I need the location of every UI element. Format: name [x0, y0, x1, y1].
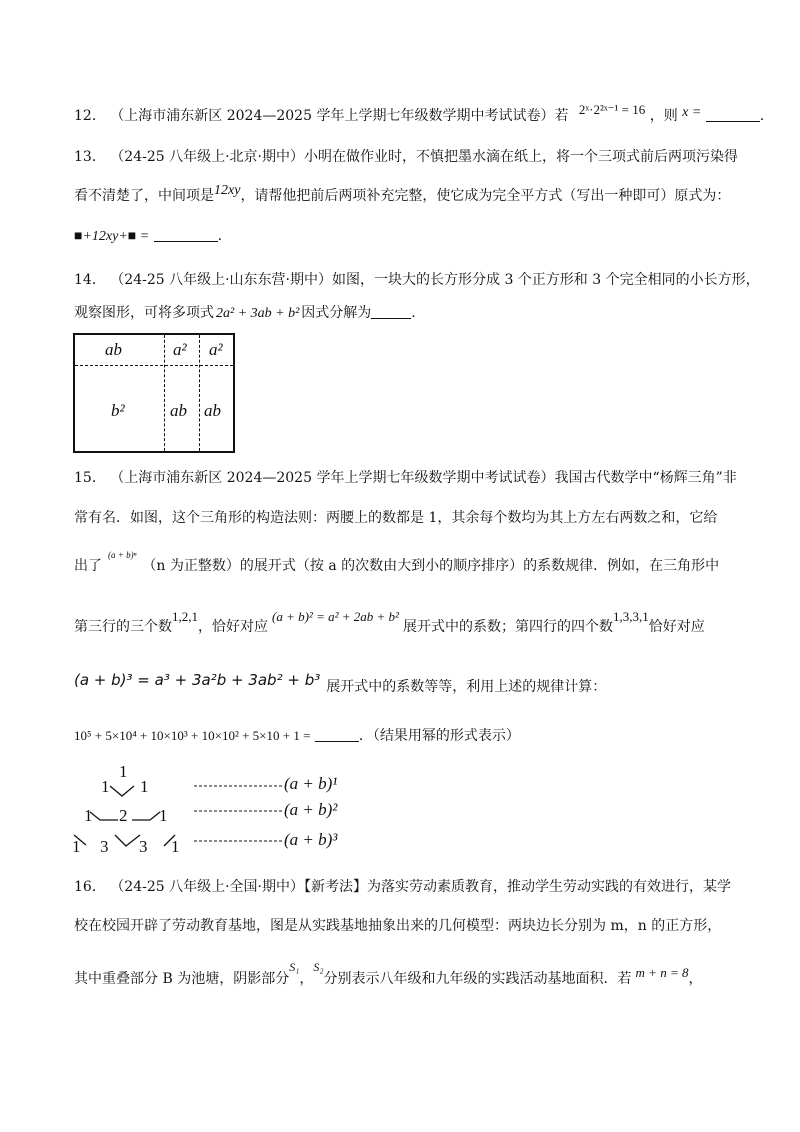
- triangle-number: 2: [119, 806, 128, 825]
- question-16-line-2: [74, 916, 721, 936]
- question-number: 13．: [74, 149, 106, 165]
- calculation: 10⁵ + 5×10⁴ + 10×10³ + 10×10² + 5×10 + 1 =: [74, 728, 311, 743]
- question-15-line-2: [74, 508, 717, 528]
- text: 常有名．如图，这个三角形的构造法则：两腰上的数都是 1，其余每个数均为其上方左右两数之和，它给: [74, 510, 718, 526]
- text: （24-25 八年级上·北京·期中）小明在做作业时，不慎把墨水滴在纸上，将一个三项式前后两项污染得: [110, 149, 738, 165]
- row-three: 1,2,1: [172, 609, 198, 624]
- question-14-line-2: [74, 303, 416, 324]
- question-number: 14．: [74, 272, 106, 288]
- triangle-number: 1: [72, 837, 81, 856]
- text: ．（结果用幂的形式表示）: [358, 728, 520, 744]
- text: ，则: [649, 108, 678, 124]
- answer-blank[interactable]: [315, 727, 359, 742]
- question-15-line-1: [74, 468, 737, 488]
- question-15-line-6: [74, 726, 520, 746]
- row-four: 1,3,3,1: [612, 609, 649, 624]
- question-16-line-1: [74, 877, 731, 897]
- triangle-number: 1: [101, 777, 110, 796]
- text: 分别表示八年级和九年级的实践活动基地面积．若: [323, 971, 632, 987]
- polynomial: 2a² + 3ab + b²: [216, 306, 300, 321]
- text: （上海市浦东新区 2024—2025 学年上学期七年级数学期中考试试卷）我国古代数学中“杨辉三角”非: [110, 470, 737, 486]
- triangle-number: 3: [100, 837, 109, 856]
- question-13-line-1: [74, 147, 738, 167]
- text: 恰好对应: [648, 619, 705, 635]
- period: .: [411, 305, 416, 321]
- cell-label: ab: [170, 401, 187, 420]
- question-number: 16．: [74, 879, 106, 895]
- text: 校在校园开辟了劳动教育基地，图是从实践基地抽象出来的几何模型：两块边长分别为 m，n 的正方形，: [74, 918, 722, 934]
- cell-label: a²: [209, 340, 223, 359]
- text: 出了: [74, 558, 102, 574]
- text: ，: [299, 971, 314, 987]
- cell-label: ab: [204, 401, 221, 420]
- period: .: [759, 108, 765, 124]
- cell-label: ab: [105, 340, 122, 359]
- triangle-number: 1: [84, 806, 93, 825]
- text: ，: [688, 971, 703, 987]
- question-14-line-1: [74, 270, 760, 290]
- text: 因式分解为: [301, 305, 372, 321]
- triangle-number: 3: [139, 837, 148, 856]
- yanghui-triangle: [60, 760, 360, 860]
- question-number: 15．: [74, 470, 106, 486]
- dashed-vertical-2: [199, 335, 200, 451]
- row-label: (a + b)²: [284, 800, 338, 819]
- equation: 2ˣ·2²ˣ⁻¹ = 16: [578, 102, 646, 117]
- text: 看不清楚了，中间项是: [74, 188, 214, 204]
- text: （n 为正整数）的展开式（按 a 的次数由大到小的顺序排序）的系数规律．例如，在三角形中: [142, 558, 720, 574]
- text: （24-25 八年级上·全国·期中）【新考法】为落实劳动素质教育，推动学生劳动实践的有效进行，某学: [110, 879, 731, 895]
- binomial: (a + b)ⁿ: [108, 550, 137, 560]
- question-12: [74, 102, 765, 127]
- question-13-line-3: [74, 226, 222, 247]
- expansion-cube: (a + b)³ = a³ + 3a²b + 3ab² + b³: [74, 671, 321, 689]
- dashed-vertical-1: [164, 335, 165, 451]
- question-source: （上海市浦东新区 2024—2025 学年上学期七年级数学期中考试试卷）若: [110, 108, 569, 124]
- text: 展开式中的系数等等，利用上述的规律计算：: [326, 679, 607, 695]
- condition: m + n = 8: [635, 965, 689, 980]
- text: 第三行的三个数: [74, 619, 172, 635]
- text: ，请帮他把前后两项补充完整，使它成为完全平方式（写出一种即可）原式为：: [240, 188, 731, 204]
- question-16-line-3: [74, 960, 703, 989]
- variable: x =: [682, 105, 702, 120]
- question-13-line-2: [74, 183, 731, 207]
- middle-term: 12xy: [214, 183, 241, 198]
- row-label: (a + b)¹: [284, 774, 338, 793]
- row-label: (a + b)³: [284, 830, 338, 849]
- triangle-number: 1: [171, 837, 180, 856]
- text: ，恰好对应: [198, 619, 268, 635]
- question-15-line-3: [74, 550, 720, 577]
- area-s2: S₂: [313, 960, 324, 974]
- period: .: [217, 228, 223, 244]
- answer-blank[interactable]: [154, 227, 218, 242]
- triangle-number: 1: [140, 777, 149, 796]
- text: 展开式中的系数；第四行的四个数: [402, 619, 613, 635]
- question-number: 12．: [74, 108, 106, 124]
- cell-label: b²: [111, 401, 125, 420]
- triangle-number: 1: [119, 762, 128, 781]
- answer-blank[interactable]: [371, 304, 411, 319]
- area-s1: S₁: [289, 960, 300, 974]
- expression: ■+12xy+■ =: [74, 229, 150, 244]
- text: （24-25 八年级上·山东东营·期中）如图，一块大的长方形分成 3 个正方形和 3 个完全相同的小长方形，: [110, 272, 760, 288]
- question-15-line-5: [74, 671, 607, 697]
- text: 观察图形，可将多项式: [74, 305, 214, 321]
- dashed-horizontal: [75, 365, 233, 366]
- question-15-line-4: [74, 609, 705, 637]
- cell-label: a²: [173, 340, 187, 359]
- triangle-number: 1: [159, 806, 168, 825]
- answer-blank[interactable]: [706, 107, 760, 122]
- expansion-square: (a + b)² = a² + 2ab + b²: [272, 609, 399, 624]
- rectangle-diagram: [73, 333, 235, 453]
- text: 其中重叠部分 B 为池塘，阴影部分: [74, 971, 290, 987]
